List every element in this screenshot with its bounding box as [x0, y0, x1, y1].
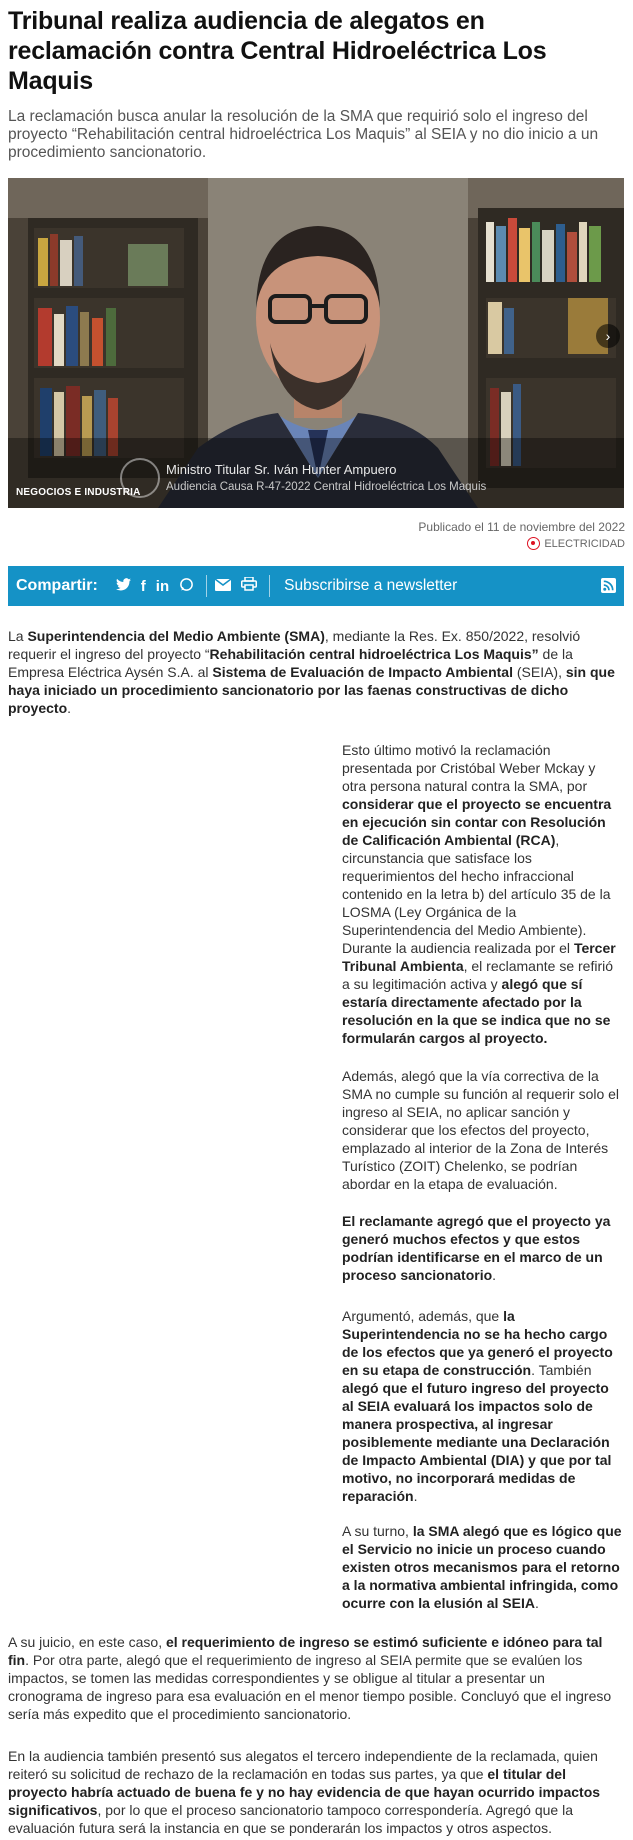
newsletter-link[interactable]: Subscribirse a newsletter — [284, 577, 458, 594]
text-run: En la audiencia también presentó sus alegatos el tercero independiente de la reclamada, quien reiteró su solicitud de rechazo de la reclamación en todas sus partes, ya que — [8, 1748, 598, 1782]
body-paragraph — [342, 1522, 622, 1612]
rss-icon[interactable] — [601, 578, 616, 593]
body-paragraph — [8, 1747, 623, 1837]
text-run: , el reclamante se refirió a su legitimación activa y — [342, 958, 614, 992]
bold-text-run: Rehabilitación central hidroeléctrica Los Maquis” — [209, 646, 539, 662]
twitter-icon[interactable] — [116, 578, 131, 595]
text-run: . — [413, 1488, 418, 1504]
bold-text-run: El reclamante agregó que el proyecto ya generó muchos efectos y que estos podrían identificarse en el marco de un proceso sancionatorio — [342, 1213, 611, 1283]
body-paragraph — [342, 741, 622, 939]
body-paragraph — [8, 1633, 623, 1723]
bold-text-run: sin que haya iniciado un procedimiento sancionatorio por las faenas constructivas de dicho proyecto — [8, 664, 615, 716]
topic-tag-label: ELECTRICIDAD — [544, 537, 625, 550]
bold-text-run: Tercer Tribunal Ambienta — [342, 940, 616, 974]
target-icon — [527, 537, 540, 550]
article-subtitle: La reclamación busca anular la resolución de la SMA que requirió solo el ingreso del proyecto “Rehabilitación central hidroeléctrica Los Maquis” al SEIA y no dio inicio a un procedimiento sancionatorio. — [8, 108, 599, 161]
bold-text-run: la SMA alegó que es lógico que el Servicio no inicie un proceso cuando existen otros mecanismos para el retorno a la normativa ambiental infringida, como ocurre con la elusión al SEIA — [342, 1523, 622, 1611]
bold-text-run: alegó que el futuro ingreso del proyecto al SEIA evaluará los impactos solo de manera prospectiva, al ingresar posiblemente mediante una Declaración de Impacto Ambiental (DIA) y que por tal motivo, no incorporará medidas de reparación — [342, 1380, 612, 1504]
bold-text-run: el requerimiento de ingreso se estimó suficiente e idóneo para tal fin — [8, 1634, 603, 1668]
text-run: A su turno, — [342, 1523, 413, 1539]
bold-text-run: Sistema de Evaluación de Impacto Ambiental — [212, 664, 513, 680]
text-run: , circunstancia que satisface los requerimientos del hecho infraccional contenido en la letra b) del artículo 35 de la LOSMA (Ley Orgánica de la Superintendencia del Medio Ambiente). — [342, 832, 611, 938]
mail-icon[interactable] — [215, 578, 231, 595]
published-date: Publicado el 11 de noviembre del 2022 — [418, 520, 625, 534]
text-run: . Por otra parte, alegó que el requerimiento de ingreso al SEIA permite que se evalúen los impactos, se tomen las medidas correspondientes y se obligue al titular a presentar un cronograma de ingreso para esa evaluación en el menor tiempo posible. Concluyó que el ingreso sería más expedito que el procedimiento sancionatorio. — [8, 1652, 612, 1722]
topic-tag[interactable] — [527, 537, 625, 550]
text-run: , mediante la Res. Ex. 850/2022, resolvió requerir el ingreso del proyecto “ — [8, 628, 581, 662]
body-paragraph — [342, 1067, 622, 1193]
article-title: Tribunal realiza audiencia de alegatos en reclamación contra Central Hidroeléctrica Los Maquis — [8, 7, 547, 95]
linkedin-icon[interactable]: in — [155, 577, 170, 595]
text-run: de la Empresa Eléctrica Aysén S.A. al — [8, 646, 573, 680]
text-run: Además, alegó que la vía correctiva de la SMA no cumple su función al requerir solo el ingreso al SEIA, no aplicar sanción y considerar que los efectos del proyecto, emplazado al interior de la Zona de Interés Turístico (ZOIT) Chelenko, se podrían abordar en la etapa de evaluación. — [342, 1068, 620, 1192]
bold-text-run: alegó que sí estaría directamente afectado por la resolución en la que se indica que no se formularán cargos al proyecto. — [342, 976, 611, 1046]
text-run: . — [67, 700, 72, 716]
text-run: Esto último motivó la reclamación presentada por Cristóbal Weber Mckay y otra persona natural contra la SMA, por — [342, 742, 596, 794]
bold-text-run: Superintendencia del Medio Ambiente (SMA) — [27, 628, 325, 644]
body-paragraph — [342, 939, 622, 1047]
divider — [269, 575, 270, 597]
text-run: A su juicio, en este caso, — [8, 1634, 166, 1650]
body-paragraph — [342, 1307, 622, 1505]
share-label: Compartir: — [16, 577, 98, 594]
hero-photo — [8, 178, 624, 508]
body-paragraph — [8, 627, 621, 717]
text-run: , por lo que el proceso sancionatorio tampoco correspondería. Agregó que la evaluación futura será la instancia en que se ponderarán los impactos y otros aspectos. — [8, 1802, 573, 1836]
bold-text-run: el titular del proyecto habría actuado de buena fe y no hay evidencia de que hayan ocurrido impactos significativos — [8, 1766, 601, 1818]
text-run: Argumentó, además, que — [342, 1308, 504, 1324]
share-bar — [8, 566, 624, 606]
whatsapp-icon[interactable] — [179, 577, 194, 596]
chevron-right-icon[interactable]: › — [596, 324, 620, 348]
facebook-icon[interactable]: f — [140, 577, 146, 595]
category-label[interactable]: NEGOCIOS E INDUSTRIA — [16, 487, 141, 498]
text-run: . — [534, 1595, 539, 1611]
print-icon[interactable] — [241, 577, 257, 595]
body-paragraph — [342, 1212, 622, 1284]
video-caption-detail: Audiencia Causa R-47-2022 Central Hidroeléctrica Los Maquis — [166, 481, 487, 493]
text-run: . — [492, 1267, 497, 1283]
text-run: (SEIA), — [512, 664, 566, 680]
text-run: . También — [531, 1362, 592, 1378]
text-run: Durante la audiencia realizada por el — [342, 940, 574, 956]
text-run: La — [8, 628, 28, 644]
bold-text-run: considerar que el proyecto se encuentra en ejecución sin contar con Resolución de Calificación Ambiental (RCA) — [342, 796, 612, 848]
divider — [206, 575, 207, 597]
bold-text-run: la Superintendencia no se ha hecho cargo de los efectos que ya generó el proyecto en su etapa de construcción — [342, 1308, 613, 1378]
hero-video-frame[interactable] — [8, 178, 624, 508]
video-caption-name: Ministro Titular Sr. Iván Hunter Ampuero — [166, 462, 397, 477]
